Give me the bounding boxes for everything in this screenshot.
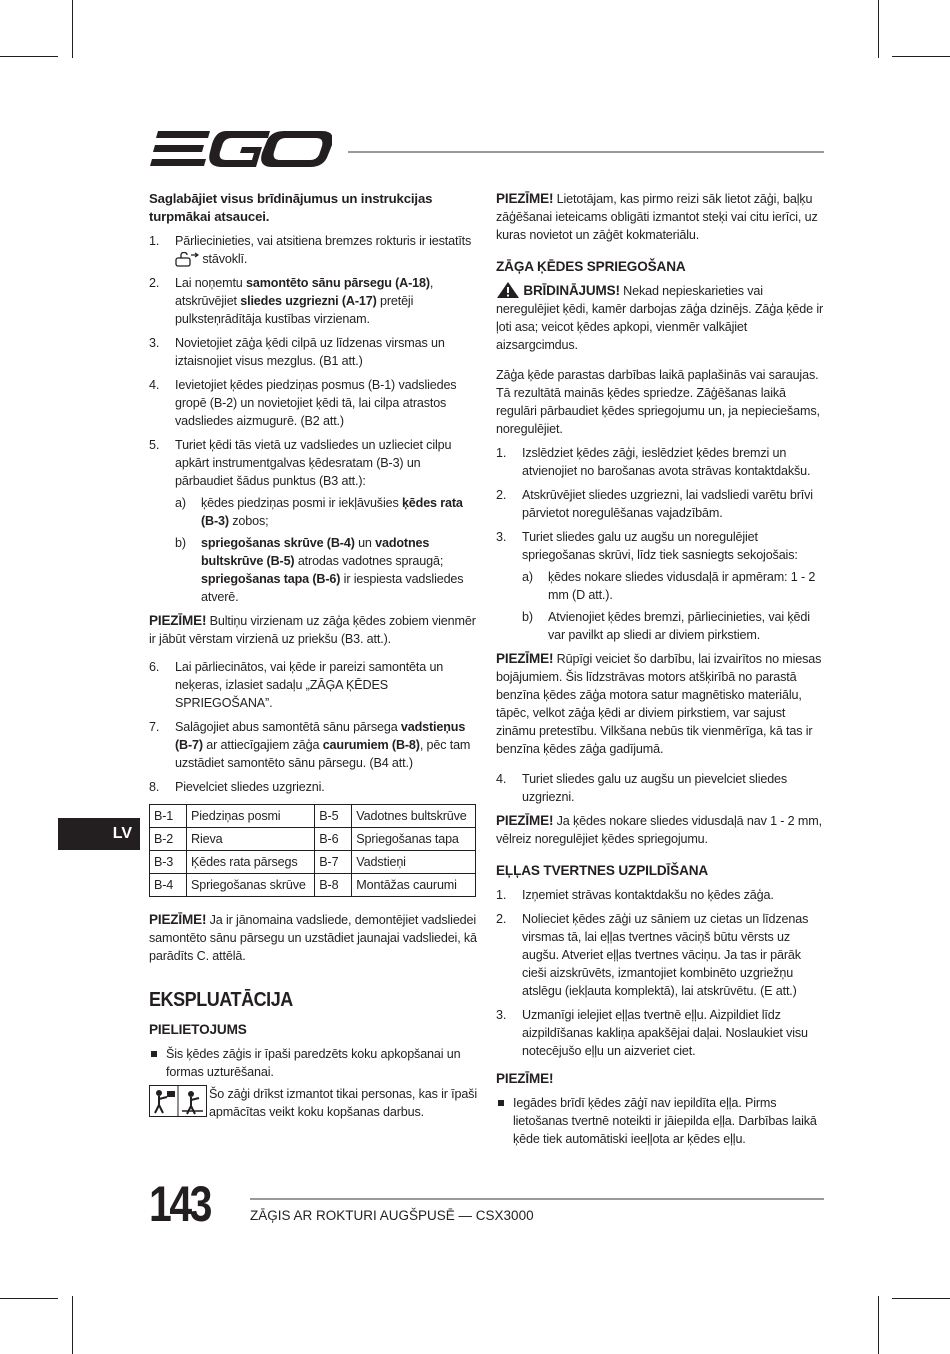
assembly-steps-cont: [149, 658, 479, 796]
sub-list-item: b) Atvienojiet ķēdes bremzi, pārliecinieties, vai ķēdi var pavilkt ap sliedi ar diviem pirkstiem.: [522, 610, 810, 642]
list-item: 2. Nolieciet ķēdes zāģi uz sāniem uz cietas un līdzenas virsmas tā, lai eļļas tvertnes vāciņš būtu vērsts uz augšu. Atveriet eļļas tvertnes vāciņu. Ja tas ir pārāk cieši aizskrūvēts, izmantojiet kombinēto uzgriežņu atslēgu (iekļauta komplektā), lai atskrūvētu. (E att.): [496, 912, 809, 998]
section-heading-tension: ZĀĢA ĶĒDES SPRIEGOŠANA: [496, 259, 686, 274]
arborist-warning: Šo zāģi drīkst izmantot tikai personas, kas ir īpaši apmācītas veikt koku kopšanas darbus.: [149, 1085, 479, 1121]
crop-mark: [892, 1298, 950, 1299]
note-magnetic: PIEZĪME! Rūpīgi veiciet šo darbību, lai izvairītos no miesas bojājumiem. Šis līdzstrāvas motors atšķirībā no parastā benzīna ķēdes zāģa motora satur magnētisko materiālu, tāpēc, velkot zāģa ķēdi ar diviem pirkstiem, var sajust zināmu pretestību. Vilkšana nebūs tik vienmērīga, kā tas ir benzīna ķēdes zāģa gadījumā.: [496, 651, 822, 756]
oil-note-list: [496, 1094, 826, 1148]
crop-mark: [72, 0, 73, 58]
list-item: 1. Pārliecinieties, vai atsitiena bremzes rokturis ir iestatīts stāvoklī.: [149, 234, 472, 266]
list-item: Šis ķēdes zāģis ir īpaši paredzēts koku apkopšanai un formas uzturēšanai.: [149, 1045, 479, 1081]
list-item: 4. Ievietojiet ķēdes piedziņas posmus (B-1) vadsliedes gropē (B-2) un novietojiet ķēdi tā, lai cilpa atrastos vadsliedes aizmugurē. (B2 att.): [149, 378, 457, 428]
arborist-training-icon: [149, 1085, 207, 1117]
intro-text: Saglabājiet visus brīdinājumus un instrukcijas turpmākai atsaucei.: [149, 191, 433, 224]
use-list: [149, 1045, 479, 1081]
oil-steps: [496, 886, 826, 1060]
parts-table: [149, 804, 476, 897]
tension-steps-cont: [496, 770, 826, 806]
crop-mark: [0, 1298, 58, 1299]
crop-mark: [0, 56, 58, 57]
note-arrows: PIEZĪME! Bultiņu virzienam uz zāģa ķēdes zobiem vienmēr ir jābūt vērstam virzienā uz priekšu (B3. att.).: [149, 613, 476, 646]
note-sawhorse: PIEZĪME! Lietotājam, kas pirmo reizi sāk lietot zāģi, baļķu zāģēšanai ieteicams obligāti izmantot steķi vai citu ierīci, uz kuras novietot un zāģēt kokmateriālu.: [496, 191, 818, 242]
tension-paragraph: Zāģa ķēde parastas darbības laikā paplašinās vai saraujas. Tā rezultātā mainās ķēdes spriedze. Zāģēšanas laikā regulāri pārbaudiet ķēdes spriegojumu un, ja nepieciešams, noregulējiet.: [496, 368, 820, 436]
language-tab: LV: [58, 818, 140, 850]
list-item: Iegādes brīdī ķēdes zāģī nav iepildīta eļļa. Pirms lietošanas tvertnē noteikti ir jāiepilda eļļa. Darbības laikā ķēde tiek automātiski ieeļļota ar ķēdes eļļu.: [496, 1094, 826, 1148]
list-item: 3. Novietojiet zāģa ķēdi cilpā uz līdzenas virsmas un iztaisnojiet visus mezglus. (B1 att.): [149, 336, 445, 368]
warning-block: BRĪDINĀJUMS! Nekad nepieskarieties vai neregulējiet ķēdi, kamēr darbojas zāģa dzinējs. Zāģa ķēde ir ļoti asa; veicot ķēdes apkopi, vienmēr valkājiet aizsargcimdus.: [496, 283, 824, 352]
list-item: 7. Salāgojiet abus samontētā sānu pārsega vadstieņus (B-7) ar attiecīgajiem zāģa caurumiem (B-8), pēc tam uzstādiet samontēto sānu pārsegu. (B4 att.): [149, 720, 471, 770]
footer-rule: [250, 1198, 824, 1200]
list-item: 5. Turiet ķēdi tās vietā uz vadsliedes un uzlieciet cilpu apkārt instrumentgalvas ķēdesratam (B-3) un pārbaudiet šādus punktus (B3 att.): a) ķēdes piedziņas posmi ir iekļāvušies ķēdes rata (B-3) zobos; b) spriegošanas skrūve (B-4) un vadotnes bultskrūve (B-5) atrodas vadotnes spraugā; spriegošanas tapa (B-6) ir iespiesta vadsliedes atverē.: [149, 436, 479, 606]
sub-list-item: a) ķēdes piedziņas posmi ir iekļāvušies ķēdes rata (B-3) zobos;: [175, 496, 463, 528]
table-row: B-2 Rieva B-6 Spriegošanas tapa: [150, 828, 476, 851]
list-item: 1. Izslēdziet ķēdes zāģi, ieslēdziet ķēdes bremzi un atvienojiet no barošanas avota strāvas kontaktdakšu.: [496, 446, 811, 478]
crop-mark: [72, 1296, 73, 1354]
page-number: 143: [149, 1176, 211, 1232]
subheading-use: PIELIETOJUMS: [149, 1022, 247, 1037]
note-slack: PIEZĪME! Ja ķēdes nokare sliedes vidusdaļā nav 1 - 2 mm, vēlreiz noregulējiet ķēdes spriegojumu.: [496, 813, 822, 846]
crop-mark: [878, 1296, 879, 1354]
sub-list-item: b) spriegošanas skrūve (B-4) un vadotnes bultskrūve (B-5) atrodas vadotnes spraugā; spriegošanas tapa (B-6) ir iespiesta vadsliedes atverē.: [175, 536, 464, 604]
list-item: 2. Lai noņemtu samontēto sānu pārsegu (A-18), atskrūvējiet sliedes uzgriezni (A-17) pretēji pulksteņrādītāja kustības virzienam.: [149, 276, 434, 326]
section-heading-operation: EKSPLUATĀCIJA: [149, 989, 293, 1011]
table-row: B-4 Spriegošanas skrūve B-8 Montāžas caurumi: [150, 874, 476, 897]
left-column: [149, 190, 479, 1121]
table-row: B-1 Piedziņas posmi B-5 Vadotnes bultskrūve: [150, 805, 476, 828]
chain-brake-unlocked-icon: [175, 252, 199, 268]
right-column: [496, 190, 826, 1152]
header-rule: [348, 151, 824, 153]
list-item: 4. Turiet sliedes galu uz augšu un pievelciet sliedes uzgriezni.: [496, 772, 788, 804]
crop-mark: [892, 56, 950, 57]
section-heading-oil: EĻĻAS TVERTNES UZPILDĪŠANA: [496, 863, 709, 878]
list-item: 3. Uzmanīgi ielejiet eļļas tvertnē eļļu. Aizpildiet līdz aizpildīšanas kakliņa apakšējai daļai. Noslaukiet visu notecējušo eļļu un aizveriet ciet.: [496, 1008, 808, 1058]
list-item: 8. Pievelciet sliedes uzgriezni.: [149, 780, 325, 794]
table-row: B-3 Ķēdes rata pārsegs B-7 Vadstieņi: [150, 851, 476, 874]
sub-list: [175, 494, 479, 606]
list-item: 1. Izņemiet strāvas kontaktdakšu no ķēdes zāģa.: [496, 888, 774, 902]
note-replace-bar: PIEZĪME! Ja ir jānomaina vadsliede, demontējiet vadsliedei samontēto sānu pārsegu un uzstādiet jaunajai vadsliedei, kā parādīts C. attēlā.: [149, 912, 477, 963]
list-item: 6. Lai pārliecinātos, vai ķēde ir pareizi samontēta un neķeras, izlasiet sadaļu „ZĀĢA ĶĒDES SPRIEGOŠANA”.: [149, 660, 444, 710]
warning-triangle-icon: [496, 281, 520, 299]
tension-steps: [496, 444, 826, 644]
list-item: 2. Atskrūvējiet sliedes uzgriezni, lai vadsliedi varētu brīvi pārvietot noregulēšanas vajadzībām.: [496, 488, 813, 520]
ego-logo: [150, 130, 332, 172]
list-item: 3. Turiet sliedes galu uz augšu un noregulējiet spriegošanas skrūvi, līdz tiek sasniegts sekojošais: a) ķēdes nokare sliedes vidusdaļā ir apmēram: 1 - 2 mm (D att.). b) Atvienojiet ķēdes bremzi, pārliecinieties, vai ķēdi var pavilkt ap sliedi ar diviem pirkstiem.: [496, 528, 826, 644]
sub-list: [522, 568, 826, 644]
note-oil-label: PIEZĪME!: [496, 1071, 554, 1086]
sub-list-item: a) ķēdes nokare sliedes vidusdaļā ir apmēram: 1 - 2 mm (D att.).: [522, 570, 816, 602]
assembly-steps: [149, 232, 479, 606]
crop-mark: [878, 0, 879, 58]
footer-title: ZĀĢIS AR ROKTURI AUGŠPUSĒ — CSX3000: [250, 1208, 534, 1223]
